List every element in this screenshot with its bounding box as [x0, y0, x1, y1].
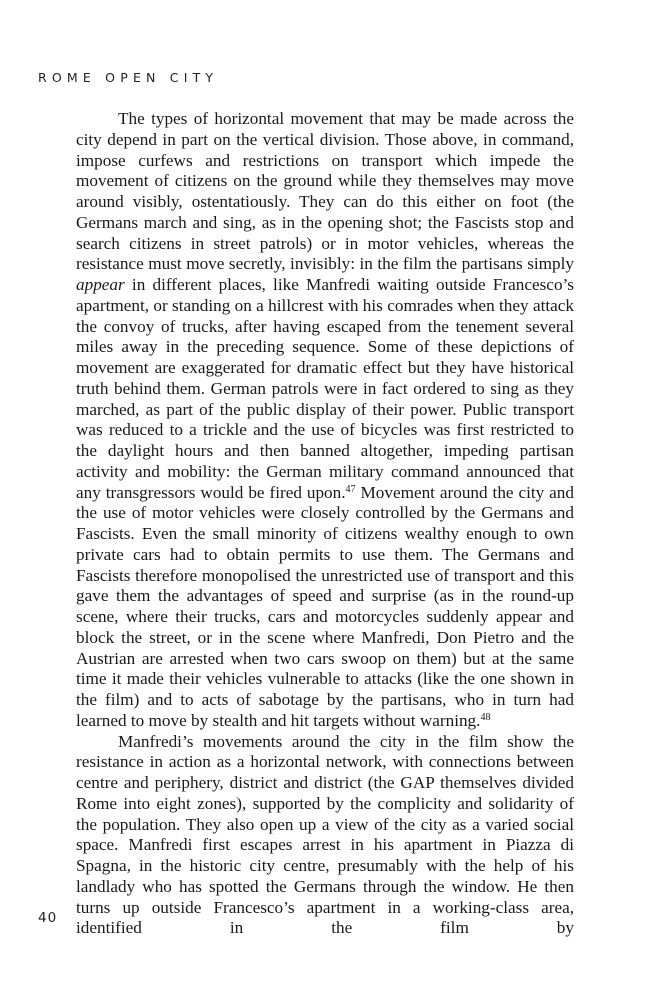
paragraph-2: Manfredi’s movements around the city in the film show the resistance in action as a horizontal network, with connections between centre and periphery, district and district (the GAP themselves divided Rome into eight zones), supported by the complicity and solidarity of the population. They also open up a view of the city as a varied social space. Manfredi first escapes arrest in his apartment in Piazza di Spagna, in the historic city centre, presumably with the help of his landlady who has spotted the Germans through the window. He then turns up outside Francesco’s apartment in a working-class area, identified in the film by — [76, 731, 574, 938]
paragraph-1-text-b: in different places, like Manfredi waiting outside Francesco’s apartment, or standing on a hillcrest with his comrades when they attack the convoy of trucks, after having escaped from the tenement several miles away in the preceding sequence. Some of these depictions of movement are exaggerated for dramatic effect but they have historical truth behind them. German patrols were in fact ordered to sing as they marched, as part of the public display of their power. Public transport was reduced to a trickle and the use of bicycles was first restricted to the daylight hours and then banned altogether, impeding partisan activity and mobility: the German military command announced that any transgressors would be fired upon. — [76, 275, 574, 502]
paragraph-1-text-c: Movement around the city and the use of motor vehicles were closely controlled by the Germans and Fascists. Even the small minority of citizens wealthy enough to own private cars had to obtain permits to use them. The Germans and Fascists therefore monopolised the unrestricted use of transport and this gave them the advantages of speed and surprise (as in the round-up scene, where their trucks, cars and motorcycles suddenly appear and block the street, or in the scene where Manfredi, Don Pietro and the Austrian are arrested when two cars swoop on them) but at the same time it made their vehicles vulnerable to attacks (like the one shown in the film) and to acts of sabotage by the partisans, who in turn had learned to move by stealth and hit targets without warning. — [76, 482, 574, 730]
body-text — [76, 109, 574, 939]
paragraph-1-text-a: The types of horizontal movement that may be made across the city depend in part on the vertical division. Those above, in command, impose curfews and restrictions on transport which impede the movement of citizens on the ground while they themselves may move around visibly, ostentatiously. They can do this either on foot (the Germans march and sing, as in the opening shot; the Fascists stop and search citizens in street patrols) or in motor vehicles, whereas the resistance must move secretly, invisibly: in the film the partisans simply — [76, 109, 574, 274]
emphasis-appear: appear — [76, 275, 125, 294]
running-head: ROME OPEN CITY — [38, 70, 219, 85]
paragraph-1 — [76, 109, 574, 732]
page-number: 40 — [38, 910, 58, 926]
footnote-ref-48: 48 — [480, 711, 491, 723]
footnote-ref-47: 47 — [345, 483, 356, 495]
